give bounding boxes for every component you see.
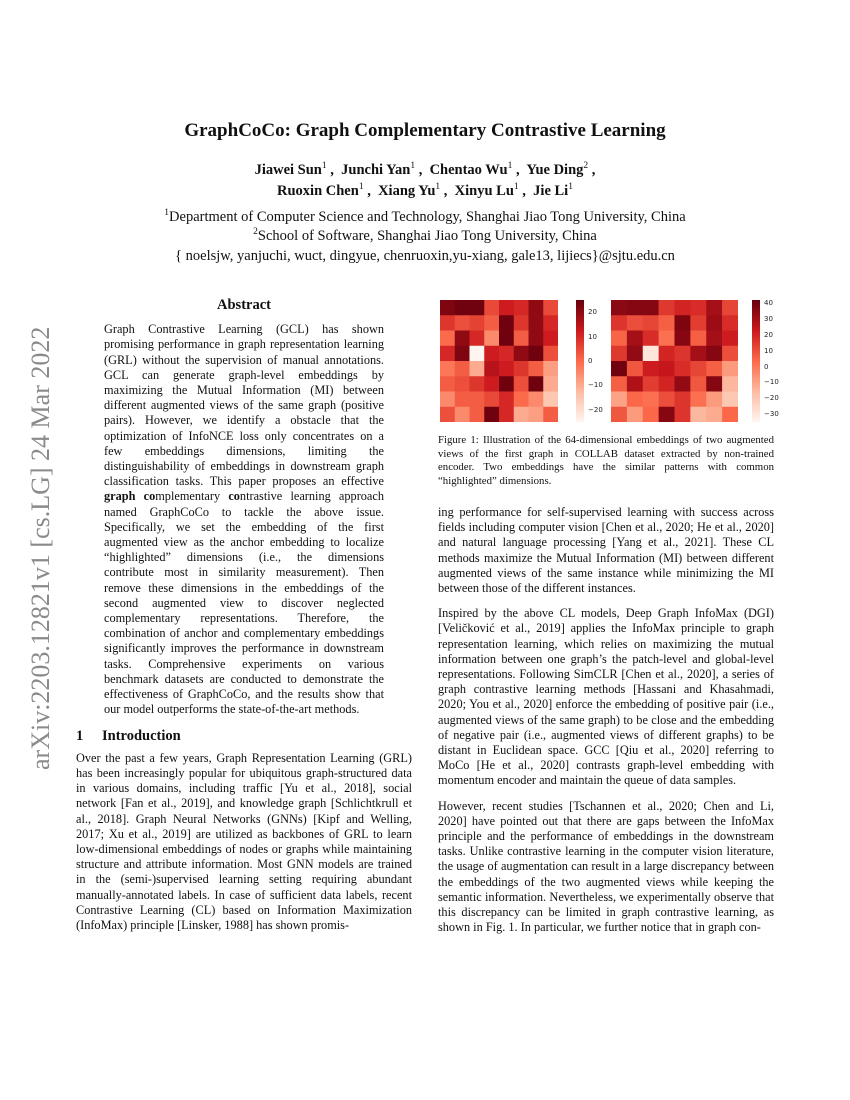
heatmap-cell [455, 392, 470, 408]
heatmap-cell [514, 376, 529, 392]
author-name: Ruoxin Chen [277, 183, 359, 199]
heatmap-cell [440, 315, 455, 331]
colorbar-tick-label: −20 [764, 394, 779, 403]
author-affil-mark: 1 [513, 182, 519, 192]
heatmap-cell [643, 346, 659, 362]
heatmap-cell [643, 392, 659, 408]
author-list [0, 160, 850, 202]
heatmap-cell [675, 361, 691, 377]
colorbar-tick-label: −30 [764, 410, 779, 419]
heatmap-cell [484, 361, 499, 377]
abstract-body [104, 322, 384, 717]
affil-mark: 2 [253, 227, 258, 237]
author-affil-mark: 2 [583, 161, 589, 171]
heatmap-cell [455, 346, 470, 362]
heatmap-cell [706, 346, 722, 362]
author-name: Chentao Wu [429, 162, 508, 178]
heatmap-cell [455, 300, 470, 316]
abstract-emph-2: co [228, 489, 240, 504]
paper-title: GraphCoCo: Graph Complementary Contrastive Learning [184, 120, 666, 141]
heatmap-cell [627, 300, 643, 316]
heatmap-cell [611, 361, 627, 377]
heatmap-cell [514, 300, 529, 316]
colorbar-tick-label: 0 [588, 357, 593, 365]
heatmap-cell [627, 346, 643, 362]
heatmap-cell [690, 331, 706, 347]
heatmap-cell [529, 392, 544, 408]
heatmap-cell [470, 407, 485, 422]
heatmap-cell [611, 392, 627, 408]
author-line-2: Ruoxin Chen$^1$ , Xiang Yu$^1$ , Xinyu Lu$^1$ , Jie Li$^1$ [277, 182, 573, 199]
heatmap-cell [514, 346, 529, 362]
heatmap-cell [455, 315, 470, 331]
heatmap-cell [706, 361, 722, 377]
left-column [76, 298, 412, 933]
heatmap-cell [659, 300, 675, 316]
heatmap-cell [484, 407, 499, 422]
heatmap-cell [675, 315, 691, 331]
heatmap-cell [627, 315, 643, 331]
intro-paragraph-3: However, recent studies [Tschannen et al., 2020; Chen and Li, 2020] have pointed out that there are gaps between the InfoMax principle and the performance of embeddings in the downstream tasks. Unlike contrastive learning in the computer vision literature, the usage of augmentation can result in a large discrepancy between the embeddings of the two augmented views while keeping the semantic information. Nevertheless, we experimentally observe that this discrepancy can be limited in graph contrastive learning, as shown in Fig. 1. In particular, we further notice that in graph con- [438, 798, 774, 935]
heatmap-cell [722, 407, 738, 422]
heatmap-cell [675, 407, 691, 422]
heatmap-cell [690, 407, 706, 422]
heatmap-cell [543, 331, 558, 347]
affiliation-text: School of Software, Shanghai Jiao Tong University, China [257, 228, 597, 244]
heatmap-cell [514, 392, 529, 408]
heatmap-cell [484, 331, 499, 347]
author-affil-mark: 1 [410, 161, 416, 171]
heatmap-cell [455, 376, 470, 392]
heatmap-cell [627, 407, 643, 422]
heatmap-cell [690, 300, 706, 316]
abstract-text-mid: mplementary [155, 489, 229, 504]
heatmap-cell [690, 392, 706, 408]
heatmap-cell [455, 407, 470, 422]
heatmap-cell [543, 346, 558, 362]
heatmap-cell [440, 331, 455, 347]
heatmap-cell [440, 407, 455, 422]
colorbar-2 [752, 300, 760, 422]
heatmap-cell [529, 407, 544, 422]
heatmap-cell [611, 346, 627, 362]
heatmap-cell [543, 376, 558, 392]
heatmap-cell [470, 392, 485, 408]
colorbar-tick-label: 20 [588, 308, 597, 317]
heatmap-cell [643, 376, 659, 392]
colorbar-tick-label: −10 [588, 381, 603, 390]
heatmap-view-1 [440, 300, 558, 422]
affiliations [0, 208, 850, 246]
heatmap-cell [543, 361, 558, 377]
heatmap-cell [529, 346, 544, 362]
section-heading-introduction [76, 729, 412, 744]
affiliation-1 [0, 208, 850, 227]
heatmap-cell [659, 331, 675, 347]
heatmap-cell [484, 392, 499, 408]
heatmap-cell [543, 300, 558, 316]
figure-1-caption: Figure 1: Illustration of the 64-dimensional embeddings of two augmented views of the first graph in COLLAB dataset extracted by non-trained encoder. Two embeddings have the similar patterns with common “highlighted” dimensions. [438, 434, 774, 487]
heatmap-cell [484, 300, 499, 316]
heatmap-cell [722, 300, 738, 316]
heatmap-cell [529, 376, 544, 392]
heatmap-cell [499, 361, 514, 377]
heatmap-cell [706, 392, 722, 408]
heatmap-cell [470, 331, 485, 347]
heatmap-cell [706, 300, 722, 316]
heatmap-cell [659, 392, 675, 408]
heatmap-cell [627, 361, 643, 377]
heatmap-cell [514, 331, 529, 347]
heatmap-cell [659, 407, 675, 422]
heatmap-cell [543, 315, 558, 331]
colorbar-tick-label: −20 [588, 405, 603, 414]
heatmap-cell [499, 407, 514, 422]
heatmap-cell [499, 315, 514, 331]
heatmap-cell [643, 361, 659, 377]
heatmap-cell [529, 331, 544, 347]
colorbar-1 [576, 300, 584, 422]
heatmap-cell [627, 392, 643, 408]
heatmap-cell [706, 331, 722, 347]
heatmap-cell [627, 331, 643, 347]
author-name: Yue Ding [526, 162, 584, 178]
heatmap-cell [722, 315, 738, 331]
heatmap-cell [470, 376, 485, 392]
heatmap-cell [627, 376, 643, 392]
abstract-text-end: ntrastive learning approach named GraphCoCo to tackle the above issue. Specifically, we set the embedding of the first augmented view as the anchor embedding to localize “highlighted” dimensions (i.e., the dimensions contribute most in similarity measurement). Then remove these dimensions in the embeddings of the second augmented view to discover neglected complementary representations. Therefore, the combination of anchor and complementary embeddings significantly improves the performance in downstream tasks. Comprehensive experiments on various benchmark datasets are conducted to demonstrate the effectiveness of GraphCoCo, and the results show that our model outperforms the state-of-the-art methods. [104, 489, 384, 717]
heatmap-cell [722, 361, 738, 377]
heatmap-cell [722, 346, 738, 362]
heatmap-cell [690, 346, 706, 362]
heatmap-cell [484, 315, 499, 331]
arxiv-id: arXiv:2203.12821v1 [cs.LG] 24 Mar 2022 [26, 326, 55, 770]
heatmap-cell [455, 361, 470, 377]
heatmap-cell [706, 376, 722, 392]
author-affil-mark: 1 [321, 161, 327, 171]
heatmap-cell [675, 376, 691, 392]
heatmap-cell [499, 376, 514, 392]
heatmap-cell [499, 392, 514, 408]
heatmap-cell [514, 361, 529, 377]
heatmap-cell [690, 315, 706, 331]
heatmap-cell [611, 300, 627, 316]
affiliation-text: Department of Computer Science and Technology, Shanghai Jiao Tong University, China [169, 209, 686, 225]
heatmap-cell [514, 407, 529, 422]
colorbar-tick-label: 10 [588, 332, 597, 341]
heatmap-cell [722, 376, 738, 392]
colorbar-tick-label: 10 [764, 346, 773, 355]
heatmap-cell [543, 392, 558, 408]
colorbar-tick-label: 20 [764, 330, 773, 339]
heatmap-cell [440, 300, 455, 316]
heatmap-cell [484, 346, 499, 362]
heatmap-cell [470, 300, 485, 316]
abstract-emph-1: graph co [104, 489, 156, 504]
heatmap-cell [643, 300, 659, 316]
heatmap-cell [514, 315, 529, 331]
colorbar-tick-label: 0 [764, 362, 769, 371]
heatmap-cell [543, 407, 558, 422]
heatmap-cell [529, 361, 544, 377]
heatmap-cell [690, 361, 706, 377]
heatmap-cell [675, 346, 691, 362]
heatmap-cell [643, 331, 659, 347]
author-name: Xinyu Lu [454, 183, 514, 199]
heatmap-cell [675, 331, 691, 347]
heatmap-cell [440, 346, 455, 362]
abstract-text-start: Graph Contrastive Learning (GCL) has shown promising performance in graph representation learning (GRL) without the supervision of manual annotations. GCL can generate graph-level embeddings by maximizing the Mutual Information (MI) between different augmented views of the same graph (positive pairs). However, we identify a obstacle that the optimization of InfoNCE loss only concentrates on a few embeddings dimensions, limiting the distinguishability of embeddings in downstream graph classification tasks. This paper proposes an effective [104, 322, 384, 489]
colorbar-tick-label: 40 [764, 299, 773, 308]
heatmap-cell [611, 376, 627, 392]
author-name: Xiang Yu [378, 183, 436, 199]
colorbar-tick-label: 30 [764, 315, 773, 323]
author-emails: { noelsjw, yanjuchi, wuct, dingyue, chenruoxin,yu-xiang, gale13, lijiecs}@sjtu.edu.cn [175, 248, 675, 264]
author-affil-mark: 1 [507, 161, 513, 171]
author-affil-mark: 1 [435, 182, 441, 192]
intro-paragraph-1-cont: ing performance for self-supervised learning with success across fields including computer vision [Chen et al., 2020; He et al., 2020] and natural language processing [Yang et al., 2021]. These CL methods maximize the Mutual Information (MI) between different augmented views of the same instance while minimizing the MI between those of the different instances. [438, 505, 774, 596]
heatmap-cell [722, 331, 738, 347]
heatmap-cell [611, 407, 627, 422]
heatmap-cell [659, 361, 675, 377]
heatmap-cell [484, 376, 499, 392]
heatmap-cell [499, 300, 514, 316]
heatmap-cell [643, 407, 659, 422]
heatmap-cell [659, 346, 675, 362]
figure-1 [438, 298, 779, 428]
heatmap-cell [455, 331, 470, 347]
author-name: Jiawei Sun [254, 162, 322, 178]
intro-paragraph-1: Over the past a few years, Graph Representation Learning (GRL) has been increasingly popular for ubiquitous graph-structured data in various domains, including traffic [Yu et al., 2018], social network [Fan et al., 2019], and knowledge graph [Schlichtkrull et al., 2018]. Graph Neural Networks (GNNs) [Kipf and Welling, 2017; Xu et al., 2019] are utilized as backbones of GRL to learn low-dimensional embeddings of nodes or graphs while maintaining structure and attribute information. Most GNN models are trained in the (semi-)supervised learning setting requiring abundant manually-annotated labels. In case of sufficient data labels, recent Contrastive Learning (CL) based on Information Maximization (InfoMax) principle [Linsker, 1988] has shown promis- [76, 750, 412, 932]
heatmap-cell [440, 392, 455, 408]
heatmap-cell [470, 346, 485, 362]
heatmap-cell [706, 315, 722, 331]
heatmap-cell [470, 315, 485, 331]
heatmap-cell [643, 315, 659, 331]
heatmap-cell [470, 361, 485, 377]
section-title: Introduction [102, 728, 181, 745]
heatmap-cell [659, 376, 675, 392]
intro-paragraph-2: Inspired by the above CL models, Deep Graph InfoMax (DGI) [Veličković et al., 2019] applies the InfoMax principle to graph representation learning, which relies on maximizing the mutual information between one graph’s the patch-level and global-level representations. Following SimCLR [Chen et al., 2020], a series of graph contrastive learning methods [Hassani and Khasahmadi, 2020; You et al., 2020] enforce the embedding of positive pair (i.e., augmented views of the same graph) to be close and the embedding of negative pair (i.e., augmented views of different graphs) to be distant in Euclidean space. GCC [Qiu et al., 2020] referring to MoCo [He et al., 2020] contrasts graph-level embedding with momentum encoder and maintain the queue of data samples. [438, 606, 774, 788]
affiliation-2 [0, 227, 850, 246]
heatmap-cell [690, 376, 706, 392]
heatmap-cell [706, 407, 722, 422]
heatmap-cell [611, 331, 627, 347]
section-number: 1 [76, 728, 84, 745]
heatmap-cell [611, 315, 627, 331]
heatmap-cell [722, 392, 738, 408]
abstract-heading: Abstract [217, 297, 271, 313]
colorbar-tick-label: −10 [764, 378, 779, 387]
author-name: Junchi Yan [341, 162, 411, 178]
heatmap-cell [440, 376, 455, 392]
arxiv-stamp [22, 290, 55, 770]
author-affil-mark: 1 [358, 182, 364, 192]
heatmap-cell [675, 300, 691, 316]
heatmap-cell [675, 392, 691, 408]
right-column [438, 505, 774, 935]
heatmap-cell [499, 331, 514, 347]
affil-mark: 1 [164, 208, 170, 218]
heatmap-cell [499, 346, 514, 362]
author-line-1: Jiawei Sun$^1$ , Junchi Yan$^1$ , Chentao Wu$^1$ , Yue Ding$^2$ , [254, 161, 596, 178]
heatmap-cell [659, 315, 675, 331]
heatmap-view-2 [611, 300, 738, 422]
author-affil-mark: 1 [568, 182, 573, 192]
heatmap-cell [440, 361, 455, 377]
heatmap-cell [529, 300, 544, 316]
heatmap-cell [529, 315, 544, 331]
author-name: Jie Li [533, 183, 569, 199]
